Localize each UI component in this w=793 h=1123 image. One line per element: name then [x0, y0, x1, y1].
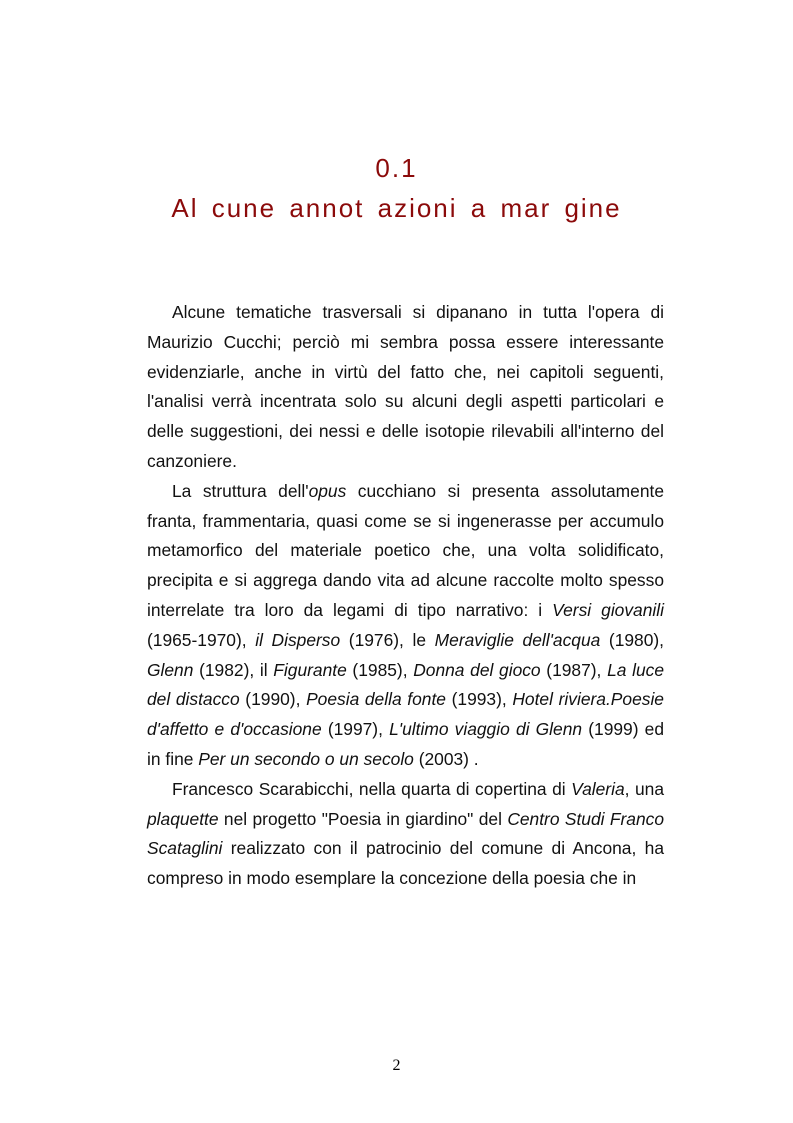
- section-title: Al cune annot azioni a mar gine: [171, 193, 622, 223]
- paragraph-2: [147, 477, 664, 775]
- italic-title-run: Donna del gioco: [413, 659, 541, 680]
- section-number: 0.1: [375, 153, 418, 183]
- text-run: (1990),: [239, 689, 307, 710]
- italic-title-run: plaquette: [147, 808, 219, 829]
- text-run: (1976), le: [340, 629, 435, 650]
- text-run: nel progetto "Poesia in giardino" del: [218, 808, 508, 829]
- italic-title-run: il Disperso: [255, 629, 341, 650]
- italic-title-run: Figurante: [273, 659, 347, 680]
- text-run: (2003) .: [413, 748, 479, 769]
- italic-title-run: Poesia della fonte: [306, 689, 446, 710]
- text-run: (1985),: [346, 659, 414, 680]
- body-text: [147, 298, 664, 894]
- italic-title-run: Meraviglie dell'acqua: [434, 629, 601, 650]
- text-run: cucchiano si presenta assolutamente franta, frammentaria, quasi come se si ingenerasse per accumulo metamorfico del materiale poetico che, una volta solidificato, precipita e si aggrega dando vita ad alcune raccolte molto spesso interrelate tra loro da legami di tipo narrativo: i: [147, 480, 664, 620]
- page-number: 2: [392, 1057, 401, 1074]
- italic-title-run: Versi giovanili: [552, 599, 664, 620]
- text-run: (1993),: [445, 689, 513, 710]
- italic-title-run: Centro Studi Franco Scataglini: [147, 808, 665, 859]
- text-run: (1997),: [321, 719, 390, 740]
- text-run: (1982), il: [193, 659, 274, 680]
- text-run: realizzato con il patrocinio del comune di Ancona, ha compreso in modo esemplare la concezione della poesia che in: [147, 838, 664, 889]
- italic-title-run: Per un secondo o un secolo: [198, 748, 414, 769]
- italic-title-run: opus: [308, 480, 347, 501]
- text-run: , una: [624, 778, 664, 799]
- text-run: La struttura dell': [172, 480, 309, 501]
- italic-title-run: La luce del distacco: [147, 659, 665, 710]
- italic-title-run: Valeria: [571, 778, 625, 799]
- paragraph-3: [147, 775, 664, 894]
- italic-title-run: Hotel riviera.Poesie d'affetto e d'occasione: [147, 689, 664, 740]
- text-run: (1980),: [600, 629, 665, 650]
- text-run: (1987),: [540, 659, 608, 680]
- paragraph-1: [147, 298, 664, 477]
- italic-title-run: L'ultimo viaggio di Glenn: [389, 719, 583, 740]
- text-run: (1999) ed in fine: [147, 719, 665, 769]
- text-run: Francesco Scarabicchi, nella quarta di copertina di: [172, 778, 572, 799]
- text-run: Alcune tematiche trasversali si dipanano in tutta l'opera di Maurizio Cucchi; perciò mi sembra possa essere interessante evidenziarle, anche in virtù del fatto che, nei capitoli seguenti, l'analisi verrà incentrata solo su alcuni degli aspetti particolari e delle suggestioni, dei nessi e delle isotopie rilevabili all'interno del canzoniere.: [147, 302, 664, 471]
- italic-title-run: Glenn: [147, 659, 194, 680]
- text-run: (1965-1970),: [147, 629, 256, 650]
